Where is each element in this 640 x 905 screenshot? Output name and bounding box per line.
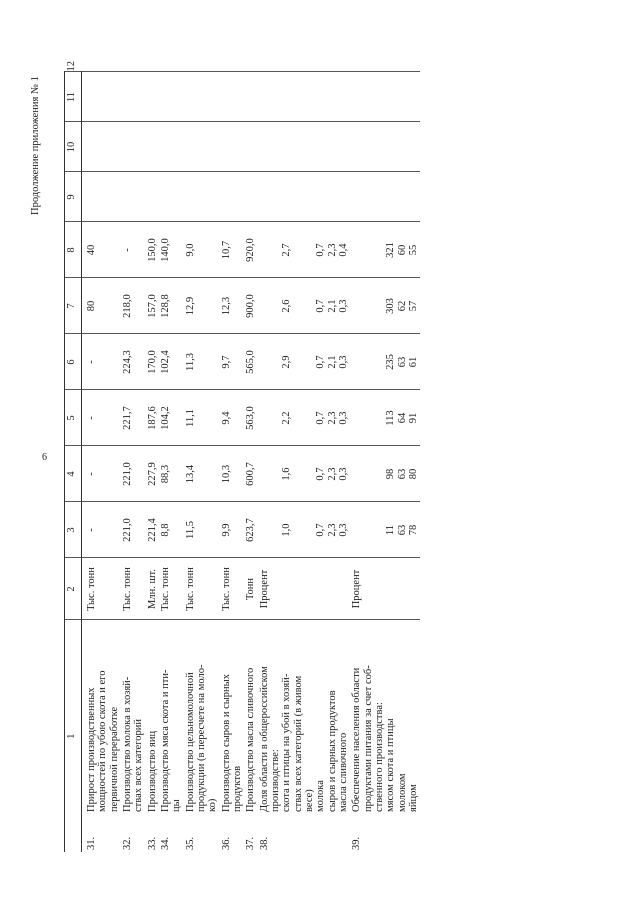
value-line: 1,0 [281, 523, 293, 537]
value-cell-c3 [159, 502, 184, 558]
value-line [363, 449, 374, 500]
header-cell: 4 [65, 446, 82, 502]
indicator-name [244, 620, 257, 816]
unit-line: Млн. шт. [146, 569, 158, 609]
value-line: 0,7 [315, 467, 327, 481]
indicator-name-line: продукции (в пересчете на моло- [195, 664, 207, 812]
unit-of-measure [350, 558, 420, 620]
unit-of-measure [220, 558, 245, 620]
empty-cell [82, 122, 121, 172]
indicator-name-line: ствах всех категорий [133, 718, 145, 812]
value-line: 321 [385, 242, 397, 258]
value-line: 227,9 [146, 462, 158, 486]
value-line [363, 281, 374, 332]
value-line [293, 393, 304, 444]
indicator-name [184, 620, 220, 816]
value-line: 0,7 [315, 243, 327, 257]
row-number: 31. [86, 836, 97, 850]
unit-of-measure [244, 558, 257, 620]
indicator-name-line: Производство яиц [146, 730, 158, 812]
empty-cell [220, 122, 245, 172]
value-line [304, 337, 315, 388]
indicator-name-line: ко) [207, 798, 219, 812]
value-cell-c4 [184, 446, 220, 502]
empty-cell [184, 122, 220, 172]
value-cell-c6 [184, 334, 220, 390]
value-cell-c8 [350, 222, 420, 278]
value-line: 8,8 [159, 523, 171, 537]
value-line [293, 449, 304, 500]
empty-cell [146, 72, 159, 122]
value-cell-c6 [220, 334, 245, 390]
value-line: 0,4 [337, 243, 349, 257]
value-line: 2,3 [326, 467, 338, 481]
table-body [82, 72, 421, 852]
value-line: 235 [385, 354, 397, 370]
value-line: 80 [407, 468, 419, 480]
value-cell-c3 [220, 502, 245, 558]
empty-cell [159, 122, 184, 172]
unit-of-measure [184, 558, 220, 620]
row-number: 35. [184, 836, 196, 850]
value-line [304, 505, 315, 556]
value-line [259, 225, 270, 276]
value-line: 600,7 [245, 462, 257, 486]
value-line: 11,5 [184, 521, 196, 539]
data-table [64, 61, 420, 852]
value-line: 102,4 [159, 350, 171, 374]
value-line: 221,7 [121, 406, 133, 430]
unit-of-measure [121, 558, 146, 620]
unit-line: Тыс. тонн [121, 567, 133, 611]
indicator-name-line: ствах всех категорий (в живом [292, 675, 304, 812]
value-cell-c3 [184, 502, 220, 558]
value-line: 63 [396, 356, 408, 368]
value-line: 623,7 [245, 518, 257, 542]
header-cell: 7 [65, 278, 82, 334]
value-cell-c5 [121, 390, 146, 446]
empty-cell [244, 172, 257, 222]
value-cell-c5 [82, 390, 121, 446]
value-line [351, 505, 362, 556]
value-line: 563,0 [245, 406, 257, 430]
page-number: 6 [42, 452, 47, 463]
value-cell-c5 [244, 390, 257, 446]
value-cell-c3 [82, 502, 121, 558]
value-line [363, 393, 374, 444]
unit-line: Процент [258, 569, 270, 609]
value-cell-c8 [244, 222, 257, 278]
value-line: - [121, 248, 133, 252]
value-line: 80 [86, 300, 97, 312]
unit-of-measure [258, 558, 351, 620]
value-line: 10,7 [220, 240, 232, 260]
empty-cell [82, 172, 121, 222]
unit-line: Тонн [245, 577, 257, 601]
value-line [259, 393, 270, 444]
unit-line: Тыс. тонн [86, 567, 97, 611]
unit-line: Процент [351, 569, 363, 609]
value-line [259, 505, 270, 556]
header-cell: 8 [65, 222, 82, 278]
value-line [259, 449, 270, 500]
value-line [363, 337, 374, 388]
row-number: 32. [121, 836, 133, 850]
unit-line: Тыс. тонн [184, 567, 196, 611]
indicator-name-line: масла сливочного [337, 732, 349, 812]
header-cell: 3 [65, 502, 82, 558]
value-line: 900,0 [245, 294, 257, 318]
value-line: 0,3 [337, 355, 349, 369]
value-line [351, 225, 362, 276]
value-line: 303 [385, 298, 397, 314]
table-row [350, 72, 420, 852]
header-cell: 10 [65, 122, 82, 172]
value-cell-c4 [146, 446, 159, 502]
indicator-name [146, 620, 159, 816]
value-line: 98 [385, 468, 397, 480]
unit-of-measure [159, 558, 184, 620]
value-line: - [86, 360, 97, 364]
value-cell-c8 [82, 222, 121, 278]
value-line: 0,3 [337, 299, 349, 313]
unit-of-measure [82, 558, 121, 620]
empty-cell [184, 172, 220, 222]
value-line: 0,7 [315, 355, 327, 369]
value-cell-c5 [350, 390, 420, 446]
value-line [374, 281, 385, 332]
indicator-name-line: Доля области в общероссийском [258, 666, 270, 812]
empty-cell [121, 72, 146, 122]
indicator-name-line: молока [315, 780, 327, 812]
value-cell-c7 [159, 278, 184, 334]
value-line: 140,0 [159, 238, 171, 262]
value-line: 64 [396, 412, 408, 424]
value-cell-c7 [146, 278, 159, 334]
table-row [82, 72, 121, 852]
table-row [121, 72, 146, 852]
value-line: - [86, 416, 97, 420]
value-cell-c4 [350, 446, 420, 502]
value-cell-c3 [146, 502, 159, 558]
value-line [374, 393, 385, 444]
table-row [258, 72, 351, 852]
value-line: 221,0 [121, 518, 133, 542]
value-line [293, 505, 304, 556]
value-line: 221,4 [146, 518, 158, 542]
row-number: 37. [245, 836, 257, 850]
table-row [146, 72, 159, 852]
empty-cell [184, 72, 220, 122]
indicator-name-line: производстве: [269, 749, 281, 812]
value-cell-c3 [350, 502, 420, 558]
value-line [363, 505, 374, 556]
value-cell-c8 [146, 222, 159, 278]
indicator-name-line: Обеспечение населения области [351, 667, 363, 812]
value-line: 170,0 [146, 350, 158, 374]
indicator-name-line: весе) [303, 789, 315, 812]
value-cell-c5 [220, 390, 245, 446]
indicator-name-line: первичной переработке [108, 706, 120, 812]
value-line: 2,1 [326, 299, 338, 313]
value-line: 9,9 [220, 523, 232, 537]
value-line [270, 337, 281, 388]
empty-cell [258, 72, 351, 122]
value-line: 78 [407, 524, 419, 536]
value-cell-c4 [258, 446, 351, 502]
value-cell-c4 [159, 446, 184, 502]
empty-cell [159, 172, 184, 222]
value-line: 11,3 [184, 353, 196, 371]
value-cell-c7 [244, 278, 257, 334]
value-line [259, 281, 270, 332]
value-line [374, 505, 385, 556]
value-line: 2,1 [326, 355, 338, 369]
value-line [304, 393, 315, 444]
value-cell-c7 [258, 278, 351, 334]
header-row: 1 2 3 4 5 6 7 8 9 10 11 12 [65, 72, 82, 852]
value-line: 128,8 [159, 294, 171, 318]
table-row [184, 72, 220, 852]
indicator-name [159, 620, 184, 816]
indicator-name [350, 620, 420, 816]
header-cell: 11 [65, 72, 82, 122]
row-number: 39. [351, 836, 363, 850]
empty-cell [258, 122, 351, 172]
empty-cell [244, 72, 257, 122]
value-cell-c5 [146, 390, 159, 446]
indicator-name [82, 620, 121, 816]
value-cell-c6 [244, 334, 257, 390]
value-cell-c6 [159, 334, 184, 390]
indicator-name-line: мясом скота и птицы [385, 718, 397, 812]
value-line [293, 281, 304, 332]
value-line: 11 [385, 524, 397, 536]
value-line: 150,0 [146, 238, 158, 262]
indicator-name [121, 620, 146, 816]
value-cell-c7 [350, 278, 420, 334]
appendix-caption: Продолжение приложения № 1 [30, 76, 41, 215]
row-number: 36. [220, 836, 232, 850]
value-line [270, 505, 281, 556]
value-line: 0,3 [337, 467, 349, 481]
indicator-name-line: молоком [396, 773, 408, 812]
indicator-name-line: скота и птицы на убой в хозяй- [281, 673, 293, 812]
value-line: 187,6 [146, 406, 158, 430]
unit-of-measure [146, 558, 159, 620]
value-line: 91 [407, 412, 419, 424]
value-line: 62 [396, 300, 408, 312]
value-line: 218,0 [121, 294, 133, 318]
value-line: 63 [396, 468, 408, 480]
indicator-name-line: Производство молока в хозяй- [121, 676, 133, 812]
value-line [351, 449, 362, 500]
unit-line: Тыс. тонн [159, 567, 171, 611]
indicator-name-line: яйцом [407, 784, 419, 812]
value-line [374, 449, 385, 500]
empty-cell [350, 122, 420, 172]
value-cell-c3 [258, 502, 351, 558]
value-line: 88,3 [159, 464, 171, 484]
value-line: 221,0 [121, 462, 133, 486]
indicator-name-line: продуктами питания за счет соб- [362, 665, 374, 812]
header-cell: 6 [65, 334, 82, 390]
value-line: 2,3 [326, 523, 338, 537]
value-cell-c5 [159, 390, 184, 446]
value-line [374, 337, 385, 388]
value-cell-c8 [258, 222, 351, 278]
value-line: 2,3 [326, 411, 338, 425]
header-cell: 5 [65, 390, 82, 446]
value-line [270, 393, 281, 444]
value-line: 12,3 [220, 296, 232, 316]
value-cell-c3 [244, 502, 257, 558]
value-line: 10,3 [220, 464, 232, 484]
value-line: 2,9 [281, 355, 293, 369]
value-line: 57 [407, 300, 419, 312]
value-line: 9,0 [184, 243, 196, 257]
empty-cell [159, 72, 184, 122]
row-number: 33. [146, 836, 158, 850]
indicator-name-line: продуктов [231, 765, 243, 812]
indicator-name-line: мощностей по убою скота и его [97, 670, 109, 812]
value-line [270, 281, 281, 332]
value-line [259, 337, 270, 388]
value-line: - [86, 472, 97, 476]
value-cell-c4 [82, 446, 121, 502]
header-cell: 1 [65, 620, 82, 852]
value-line: 104,2 [159, 406, 171, 430]
value-line [304, 449, 315, 500]
value-cell-c6 [82, 334, 121, 390]
value-cell-c7 [184, 278, 220, 334]
indicator-name-line: Производство цельномолочной [184, 672, 196, 812]
value-cell-c6 [121, 334, 146, 390]
value-line: 224,3 [121, 350, 133, 374]
value-line: 40 [86, 244, 97, 256]
value-line: 920,0 [245, 238, 257, 262]
table-row [220, 72, 245, 852]
value-cell-c4 [244, 446, 257, 502]
value-line: 2,6 [281, 299, 293, 313]
value-cell-c7 [121, 278, 146, 334]
value-line [293, 225, 304, 276]
empty-cell [82, 72, 121, 122]
value-cell-c5 [258, 390, 351, 446]
value-line [304, 281, 315, 332]
value-line [351, 393, 362, 444]
table-row [159, 72, 184, 852]
empty-cell [121, 172, 146, 222]
value-cell-c7 [82, 278, 121, 334]
value-line: 113 [385, 410, 397, 426]
empty-cell [146, 122, 159, 172]
indicator-name-line: цы [171, 799, 183, 812]
indicator-name-line: сыров и сырных продуктов [326, 690, 338, 812]
indicator-name [220, 620, 245, 816]
value-cell-c3 [121, 502, 146, 558]
value-line: 1,6 [281, 467, 293, 481]
header-cell: 2 [65, 558, 82, 620]
value-line: 0,3 [337, 523, 349, 537]
value-cell-c6 [350, 334, 420, 390]
value-line: 0,3 [337, 411, 349, 425]
value-line: 63 [396, 524, 408, 536]
value-line: 2,7 [281, 243, 293, 257]
indicator-name [258, 620, 351, 816]
value-line [293, 337, 304, 388]
row-number: 34. [159, 836, 171, 850]
value-line [363, 225, 374, 276]
indicator-name-line: Производство мяса скота и пти- [159, 669, 171, 812]
value-line: 565,0 [245, 350, 257, 374]
empty-cell [350, 72, 420, 122]
indicator-name-line: Производство сыров и сырных [220, 674, 232, 812]
empty-cell [220, 72, 245, 122]
empty-cell [220, 172, 245, 222]
value-line: 157,0 [146, 294, 158, 318]
value-line: 11,1 [184, 409, 196, 427]
indicator-name-line: Прирост производственных [86, 687, 97, 812]
value-line: 0,7 [315, 523, 327, 537]
indicator-name-line: ственного производства: [373, 702, 385, 812]
header-cell: 9 [65, 172, 82, 222]
row-number: 38. [258, 836, 270, 850]
value-cell-c4 [121, 446, 146, 502]
empty-cell [146, 172, 159, 222]
empty-cell [258, 172, 351, 222]
value-line: 9,4 [220, 411, 232, 425]
value-line: 2,3 [326, 243, 338, 257]
value-line: 0,7 [315, 299, 327, 313]
value-line [270, 449, 281, 500]
value-line [351, 337, 362, 388]
rotated-table-container [64, 61, 604, 852]
unit-line: Тыс. тонн [220, 567, 232, 611]
value-line: 9,7 [220, 355, 232, 369]
table-row [244, 72, 257, 852]
value-line [351, 281, 362, 332]
empty-cell [121, 122, 146, 172]
value-cell-c4 [220, 446, 245, 502]
indicator-name-line: Производство масла сливочного [245, 667, 257, 812]
value-line: 55 [407, 244, 419, 256]
value-line [304, 225, 315, 276]
empty-cell [350, 172, 420, 222]
value-line: 60 [396, 244, 408, 256]
value-line [270, 225, 281, 276]
value-line: 0,7 [315, 411, 327, 425]
value-cell-c8 [220, 222, 245, 278]
value-cell-c8 [121, 222, 146, 278]
value-cell-c6 [146, 334, 159, 390]
value-cell-c5 [184, 390, 220, 446]
value-line [374, 225, 385, 276]
value-cell-c8 [184, 222, 220, 278]
empty-cell [244, 122, 257, 172]
value-cell-c6 [258, 334, 351, 390]
value-line: 61 [407, 356, 419, 368]
value-line: - [86, 528, 97, 532]
value-cell-c8 [159, 222, 184, 278]
value-cell-c7 [220, 278, 245, 334]
value-line: 2,2 [281, 411, 293, 425]
value-line: 13,4 [184, 464, 196, 484]
value-line: 12,9 [184, 296, 196, 316]
